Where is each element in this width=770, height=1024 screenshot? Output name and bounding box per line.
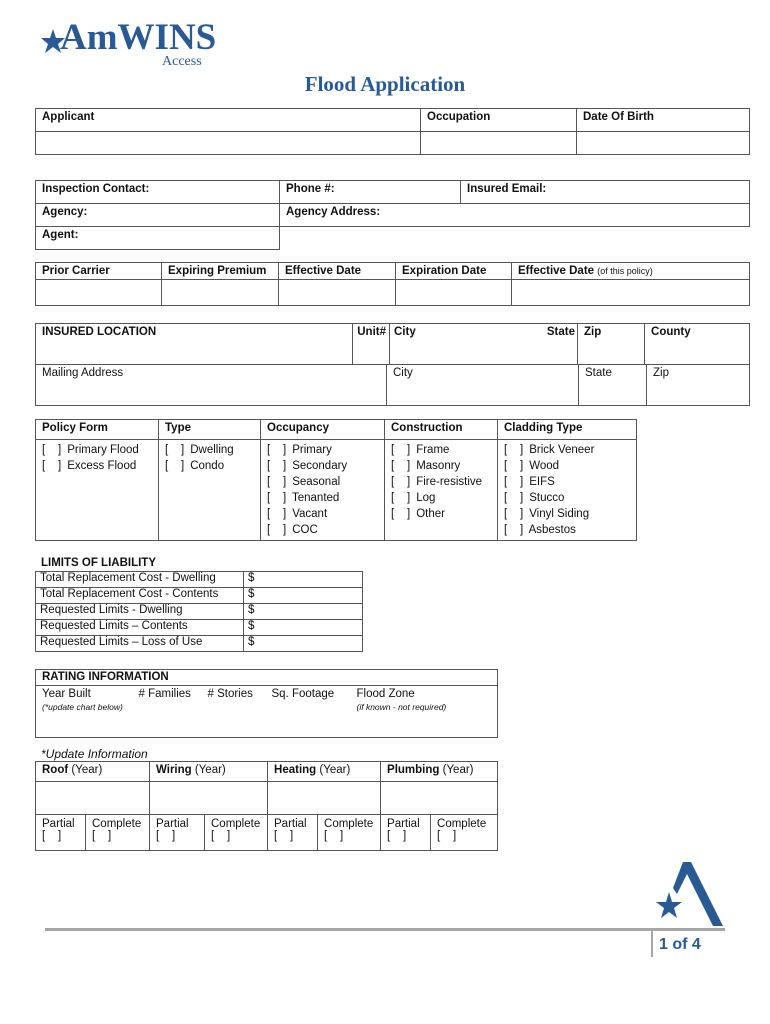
prior-carrier-field[interactable] — [36, 280, 162, 306]
agency-label[interactable]: Agency: — [36, 204, 280, 227]
construction-header: Construction — [385, 420, 498, 440]
type-options — [159, 440, 261, 541]
plumbing-year-field[interactable] — [381, 782, 498, 815]
rating-title: RATING INFORMATION — [36, 670, 498, 686]
expiration-date-label: Expiration Date — [396, 263, 512, 280]
logo-sub: Access — [162, 54, 202, 69]
complete-checkbox[interactable]: Complete [ ] — [318, 815, 381, 851]
heating-header: Heating (Year) — [268, 762, 381, 782]
roof-header: Roof (Year) — [36, 762, 150, 782]
expiring-premium-field[interactable] — [162, 280, 279, 306]
plumbing-header: Plumbing (Year) — [381, 762, 498, 782]
limit-field[interactable]: $ — [244, 620, 363, 636]
flood-zone-cell[interactable]: Flood Zone (if known - not required) — [351, 686, 498, 738]
limit-label: Total Replacement Cost - Dwelling — [36, 572, 244, 588]
contact-table — [35, 180, 750, 250]
prior-carrier-label: Prior Carrier — [36, 263, 162, 280]
expiring-premium-label: Expiring Premium — [162, 263, 279, 280]
occupancy-header: Occupancy — [261, 420, 385, 440]
limits-table — [35, 571, 363, 652]
checkbox-option[interactable]: [ ] Secondary — [267, 460, 348, 472]
year-built-cell[interactable]: Year Built (*update chart below) — [36, 686, 133, 738]
checkbox-option[interactable]: [ ] Primary — [267, 444, 332, 456]
checkbox-option[interactable]: [ ] Dwelling — [165, 444, 234, 456]
agency-address-label[interactable]: Agency Address: — [280, 204, 750, 227]
mailing-state-label[interactable]: State — [579, 365, 647, 406]
checkbox-option[interactable]: [ ] Asbestos — [504, 524, 576, 536]
effective-policy-field[interactable] — [512, 280, 750, 306]
effective-date-label: Effective Date — [279, 263, 396, 280]
partial-checkbox[interactable]: Partial [ ] — [36, 815, 86, 851]
applicant-table — [35, 108, 750, 155]
checkbox-option[interactable]: [ ] Brick Veneer — [504, 444, 595, 456]
limit-label: Requested Limits – Contents — [36, 620, 244, 636]
complete-checkbox[interactable]: Complete [ ] — [86, 815, 150, 851]
cladding-options — [498, 440, 637, 541]
limit-label: Requested Limits – Loss of Use — [36, 636, 244, 652]
occupancy-options — [261, 440, 385, 541]
partial-checkbox[interactable]: Partial [ ] — [150, 815, 205, 851]
limit-field[interactable]: $ — [244, 604, 363, 620]
phone-label[interactable]: Phone #: — [280, 181, 461, 204]
location-table — [35, 323, 750, 365]
construction-options — [385, 440, 498, 541]
applicant-field[interactable] — [36, 132, 421, 155]
footer-divider — [45, 928, 725, 931]
type-header: Type — [159, 420, 261, 440]
checkbox-option[interactable]: [ ] Seasonal — [267, 476, 341, 488]
dob-field[interactable] — [577, 132, 750, 155]
stories-cell[interactable]: # Stories — [202, 686, 266, 738]
mailing-zip-label[interactable]: Zip — [647, 365, 750, 406]
wiring-year-field[interactable] — [150, 782, 268, 815]
page-title: Flood Application — [304, 72, 466, 96]
policy-form-header: Policy Form — [36, 420, 159, 440]
mailing-table — [35, 364, 750, 406]
update-table — [35, 761, 498, 851]
checkbox-option[interactable]: [ ] Condo — [165, 460, 225, 472]
checkbox-option[interactable]: [ ] Log — [391, 492, 436, 504]
update-title: *Update Information — [41, 747, 148, 761]
applicant-label: Applicant — [36, 109, 421, 132]
checkbox-option[interactable]: [ ] Vacant — [267, 508, 328, 520]
checkbox-option[interactable]: [ ] Wood — [504, 460, 560, 472]
prior-carrier-table — [35, 262, 750, 306]
expiration-date-field[interactable] — [396, 280, 512, 306]
mailing-address-label[interactable]: Mailing Address — [36, 365, 387, 406]
agent-label[interactable]: Agent: — [36, 227, 280, 250]
limit-field[interactable]: $ — [244, 572, 363, 588]
policy-form-options — [36, 440, 159, 541]
inspection-contact-label[interactable]: Inspection Contact: — [36, 181, 280, 204]
insured-email-label[interactable]: Insured Email: — [461, 181, 750, 204]
complete-checkbox[interactable]: Complete [ ] — [205, 815, 268, 851]
checkbox-option[interactable]: [ ] Fire-resistive — [391, 476, 483, 488]
limit-label: Requested Limits - Dwelling — [36, 604, 244, 620]
checkbox-option[interactable]: [ ] Primary Flood — [42, 444, 139, 456]
checkbox-option[interactable]: [ ] Stucco — [504, 492, 565, 504]
zip-label[interactable]: Zip — [578, 324, 645, 365]
partial-checkbox[interactable]: Partial [ ] — [268, 815, 318, 851]
checkbox-option[interactable]: [ ] Masonry — [391, 460, 461, 472]
footer-tick — [651, 931, 653, 957]
occupation-field[interactable] — [421, 132, 577, 155]
effective-date-field[interactable] — [279, 280, 396, 306]
checkbox-option[interactable]: [ ] EIFS — [504, 476, 555, 488]
limit-label: Total Replacement Cost - Contents — [36, 588, 244, 604]
families-cell[interactable]: # Families — [133, 686, 202, 738]
logo — [40, 14, 220, 74]
limit-field[interactable]: $ — [244, 588, 363, 604]
unit-label[interactable]: Unit# — [353, 324, 390, 365]
checkbox-option[interactable]: [ ] Vinyl Siding — [504, 508, 590, 520]
mailing-city-label[interactable]: City — [387, 365, 579, 406]
cladding-header: Cladding Type — [498, 420, 637, 440]
logo-name: AmWINS — [60, 17, 217, 58]
checkbox-option[interactable]: [ ] COC — [267, 524, 318, 536]
checkbox-option[interactable]: [ ] Other — [391, 508, 445, 520]
dob-label: Date Of Birth — [577, 109, 750, 132]
checkbox-option[interactable]: [ ] Excess Flood — [42, 460, 137, 472]
amwins-a-star-icon — [651, 860, 726, 930]
heating-year-field[interactable] — [268, 782, 381, 815]
page-number: 1 of 4 — [659, 936, 701, 953]
occupation-label: Occupation — [421, 109, 577, 132]
insured-location-label[interactable]: INSURED LOCATION — [36, 324, 353, 365]
checkbox-option[interactable]: [ ] Frame — [391, 444, 450, 456]
rating-table — [35, 669, 498, 738]
effective-policy-label: Effective Date (of this policy) — [512, 263, 750, 280]
limit-field[interactable]: $ — [244, 636, 363, 652]
sqft-cell[interactable]: Sq. Footage — [266, 686, 351, 738]
wiring-header: Wiring (Year) — [150, 762, 268, 782]
partial-checkbox[interactable]: Partial [ ] — [381, 815, 431, 851]
city-label[interactable]: City State — [390, 324, 578, 365]
complete-checkbox[interactable]: Complete [ ] — [431, 815, 498, 851]
checkbox-option[interactable]: [ ] Tenanted — [267, 492, 340, 504]
county-label[interactable]: County — [645, 324, 750, 365]
roof-year-field[interactable] — [36, 782, 150, 815]
limits-title: LIMITS OF LIABILITY — [41, 557, 156, 569]
policy-table — [35, 419, 637, 541]
